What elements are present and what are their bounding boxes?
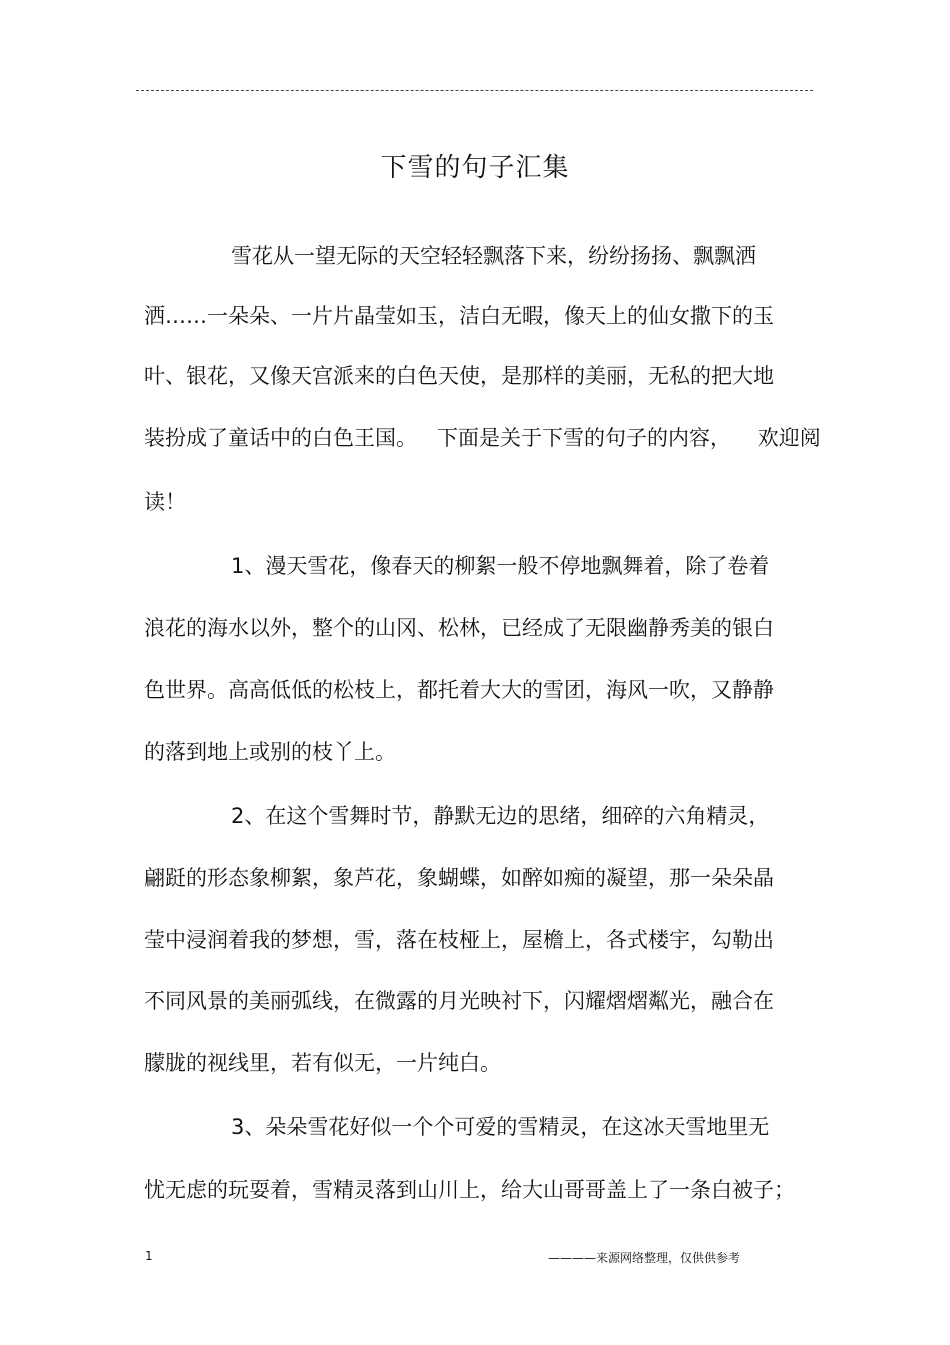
item1-line-4: 的落到地上或别的枝丫上。 [144,740,396,764]
intro-line-5: 读！ [144,490,186,514]
item2-line-5: 朦胧的视线里，若有似无，一片纯白。 [144,1051,501,1075]
item2-line-3: 莹中浸润着我的梦想，雪，落在枝桠上，屋檐上，各式楼宇，勾勒出 [144,928,774,952]
item2-line-1: 2、在这个雪舞时节，静默无边的思绪，细碎的六角精灵， [231,804,770,828]
intro-line-1: 雪花从一望无际的天空轻轻飘落下来，纷纷扬扬、飘飘洒 [231,244,756,268]
page-number: 1 [145,1249,153,1263]
footer-source-note: ————来源网络整理，仅供供参考 [548,1251,741,1265]
item3-line-2: 忧无虑的玩耍着，雪精灵落到山川上，给大山哥哥盖上了一条白被子； [144,1178,795,1202]
item3-line-1: 3、朵朵雪花好似一个个可爱的雪精灵，在这冰天雪地里无 [231,1115,770,1139]
item2-line-4: 不同风景的美丽弧线，在微露的月光映衬下，闪耀熠熠粼光，融合在 [144,989,774,1013]
item1-line-2: 浪花的海水以外，整个的山冈、松林，已经成了无限幽静秀美的银白 [144,616,774,640]
item2-line-2: 翩跹的形态象柳絮，象芦花，象蝴蝶，如醉如痴的凝望，那一朵朵晶 [144,866,774,890]
intro-line-3: 叶、银花，又像天宫派来的白色天使，是那样的美丽，无私的把大地 [144,364,774,388]
intro-line-4: 装扮成了童话中的白色王国。 下面是关于下雪的句子的内容， 欢迎阅 [144,426,821,450]
item1-line-1: 1、漫天雪花，像春天的柳絮一般不停地飘舞着，除了卷着 [231,554,770,578]
intro-line-2: 洒……一朵朵、一片片晶莹如玉，洁白无暇，像天上的仙女撒下的玉 [144,304,774,328]
header-dashed-rule [136,90,813,91]
document-title: 下雪的句子汇集 [380,153,570,183]
item1-line-3: 色世界。高高低低的松枝上，都托着大大的雪团，海风一吹，又静静 [144,678,774,702]
